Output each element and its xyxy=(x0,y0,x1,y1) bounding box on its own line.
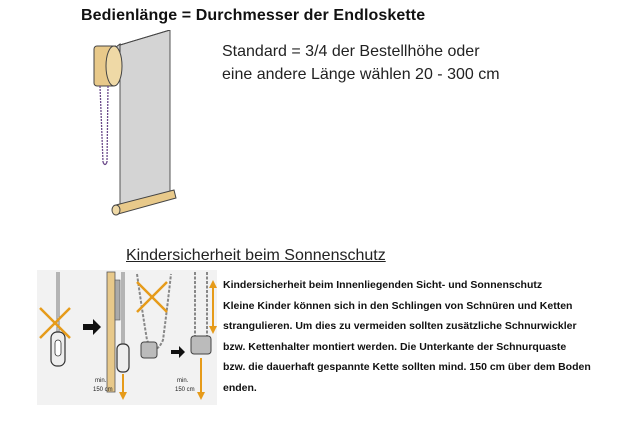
page-title: Bedienlänge = Durchmesser der Endloskette xyxy=(81,7,426,24)
safety-line-1: Kindersicherheit beim Innenliegenden Sicht- und Sonnenschutz xyxy=(223,279,543,291)
safety-line-5: bzw. die dauerhaft gespannte Kette sollten mind. 150 cm über dem Boden xyxy=(223,361,591,373)
safety-line-3: strangulieren. Um dies zu vermeiden sollten zusätzliche Schnurwickler xyxy=(223,320,577,332)
label-min-2: min. xyxy=(177,378,189,384)
label-150-1: 150 cm xyxy=(93,387,113,393)
safety-info-text xyxy=(223,275,591,398)
chain-safety-illustration xyxy=(37,270,217,405)
label-min-1: min. xyxy=(95,378,107,384)
chain-safety-panel xyxy=(37,270,217,405)
standard-line-2: eine andere Länge wählen 20 - 300 cm xyxy=(222,66,500,83)
standard-length-text xyxy=(222,40,500,86)
standard-line-1: Standard = 3/4 der Bestellhöhe oder xyxy=(222,43,480,60)
label-150-2: 150 cm xyxy=(175,387,195,393)
safety-line-2: Kleine Kinder können sich in den Schlingen von Schnüren und Ketten xyxy=(223,299,573,312)
roller-blind-illustration xyxy=(90,30,200,235)
cross-icon xyxy=(137,282,167,312)
arrow-right-icon xyxy=(83,319,101,335)
arrow-right-icon xyxy=(171,346,185,358)
safety-line-4: bzw. Kettenhalter montiert werden. Die Unterkante der Schnurquaste xyxy=(223,340,567,353)
safety-heading: Kindersicherheit beim Sonnenschutz xyxy=(126,247,386,264)
safety-line-6: enden. xyxy=(223,381,257,394)
